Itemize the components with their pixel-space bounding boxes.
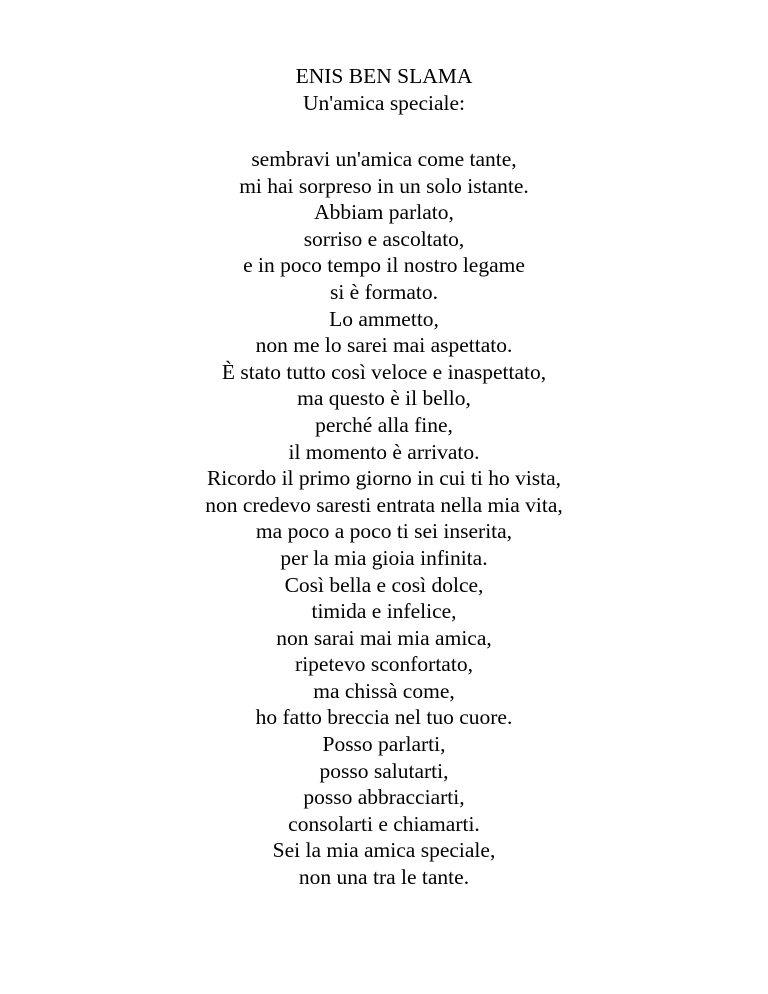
poem-line: sembravi un'amica come tante, <box>251 147 517 171</box>
poem-line: Abbiam parlato, <box>314 200 454 225</box>
poem-line: timida e infelice, <box>311 599 457 624</box>
poem-line: posso abbracciarti, <box>303 785 465 810</box>
poem-line: non sarai mai mia amica, <box>276 625 492 650</box>
poem-line: il momento è arrivato. <box>288 439 480 464</box>
author-name: ENIS BEN SLAMA <box>295 64 473 88</box>
poem-line: posso salutarti, <box>319 758 449 783</box>
poem-header <box>0 63 768 116</box>
poem-line: Così bella e così dolce, <box>284 572 484 597</box>
poem-line: non credevo saresti entrata nella mia vita, <box>205 492 563 517</box>
poem-line: si è formato. <box>329 279 439 304</box>
poem-line: non una tra le tante. <box>298 865 470 890</box>
poem-line: ma poco a poco ti sei inserita, <box>255 519 513 544</box>
poem-line: non me lo sarei mai aspettato. <box>255 333 513 358</box>
poem-line: È stato tutto così veloce e inaspettato, <box>221 359 547 384</box>
poem-line: mi hai sorpreso in un solo istante. <box>239 173 529 198</box>
poem-line: Ricordo il primo giorno in cui ti ho vista, <box>206 466 562 491</box>
poem-line: consolarti e chiamarti. <box>288 811 480 836</box>
poem-line: Sei la mia amica speciale, <box>272 838 496 863</box>
poem-title: Un'amica speciale: <box>302 90 466 115</box>
poem-line: ho fatto breccia nel tuo cuore. <box>255 705 513 730</box>
poem-line: ma questo è il bello, <box>297 386 471 411</box>
poem-line: ripetevo sconfortato, <box>295 652 473 677</box>
poem-line: perché alla fine, <box>315 412 453 437</box>
poem-line: Posso parlarti, <box>322 732 446 757</box>
poem-line: ma chissà come, <box>313 678 455 703</box>
poem-line: per la mia gioia infinita. <box>280 545 488 570</box>
poem-line: sorriso e ascoltato, <box>303 226 465 251</box>
poem-line: Lo ammetto, <box>329 306 439 331</box>
poem-line: e in poco tempo il nostro legame <box>243 253 525 278</box>
poem-body <box>0 146 768 891</box>
